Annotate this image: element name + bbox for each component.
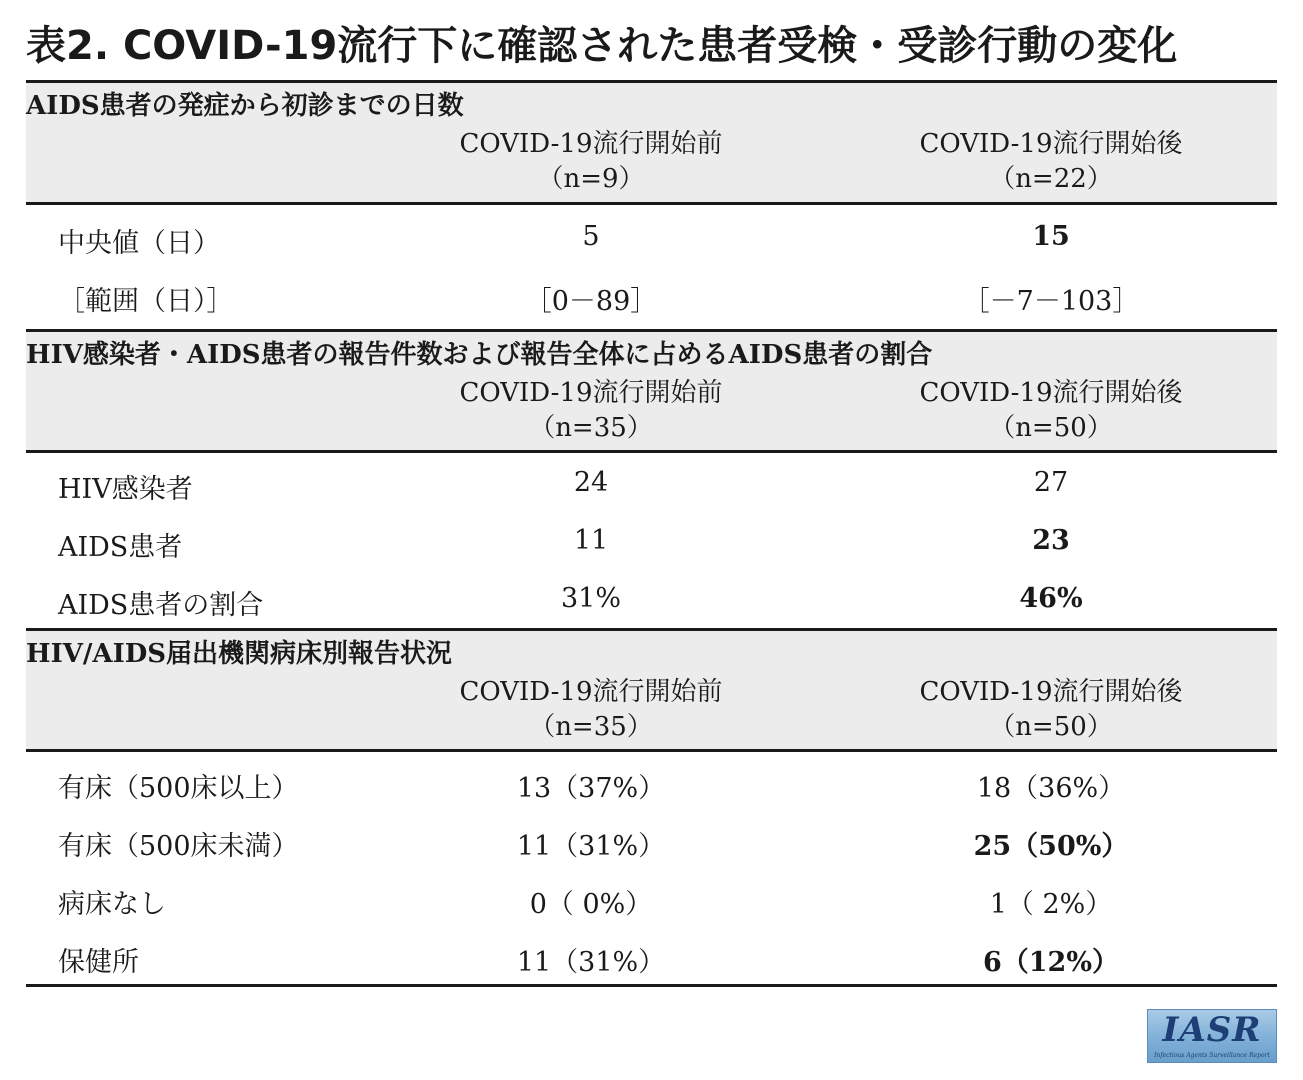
table-row: [26, 810, 1277, 868]
table-row: [26, 926, 1277, 984]
table-row: [26, 207, 1277, 265]
section-title: HIV感染者・AIDS患者の報告件数および報告全体に占めるAIDS患者の割合: [26, 340, 933, 370]
table-row: [26, 868, 1277, 926]
section-rows: [26, 453, 1277, 628]
value-after: 18（36%）: [976, 773, 1126, 804]
row-label: 中央値（日）: [58, 228, 220, 259]
row-label: AIDS患者: [58, 532, 183, 563]
data-table: [26, 80, 1277, 987]
value-after: 6（12%）: [982, 947, 1119, 978]
logo-subtitle: Infectious Agents Surveillance Report: [1154, 1052, 1270, 1059]
table-title: 表2. COVID-19流行下に確認された患者受検・受診行動の変化: [26, 23, 1178, 69]
column-header-before: COVID-19流行開始前 （n=35）: [459, 677, 723, 742]
section-rows: [26, 752, 1277, 984]
value-before: 11: [573, 525, 609, 556]
column-header-after: COVID-19流行開始後 （n=50）: [919, 378, 1183, 443]
value-after: 27: [1033, 467, 1069, 498]
section-title: HIV/AIDS届出機関病床別報告状況: [26, 639, 453, 669]
row-label: 保健所: [58, 947, 139, 978]
value-before: 5: [582, 221, 600, 252]
value-after: 46%: [1019, 583, 1083, 614]
value-before: 11（31%）: [516, 831, 666, 862]
value-before: 13（37%）: [516, 773, 666, 804]
table-row: [26, 265, 1277, 323]
value-after: 15: [1032, 221, 1070, 252]
table-row: [26, 752, 1277, 810]
value-after: 25（50%）: [973, 831, 1129, 862]
row-label: 有床（500床以上）: [58, 773, 299, 804]
row-label: 有床（500床未満）: [58, 831, 299, 862]
row-label: HIV感染者: [58, 474, 193, 505]
table-row: [26, 511, 1277, 569]
section-title: AIDS患者の発症から初診までの日数: [26, 91, 464, 121]
iasr-logo: [1147, 1009, 1277, 1063]
column-header-after: COVID-19流行開始後 （n=22）: [919, 129, 1183, 194]
section-header-onset-days: [26, 80, 1277, 205]
value-before: 24: [573, 467, 609, 498]
section-header-report-counts: [26, 329, 1277, 453]
value-before: 0（ 0%）: [529, 889, 653, 920]
value-after: ［－7－103］: [962, 286, 1140, 317]
row-label: 病床なし: [58, 889, 166, 920]
section-header-bed-status: [26, 628, 1277, 752]
row-label: ［範囲（日）］: [58, 286, 234, 317]
table-bottom-rule: [26, 984, 1277, 987]
table-row: [26, 453, 1277, 511]
row-label: AIDS患者の割合: [58, 590, 264, 621]
column-header-after: COVID-19流行開始後 （n=50）: [919, 677, 1183, 742]
value-after: 23: [1032, 525, 1070, 556]
value-before: 11（31%）: [516, 947, 666, 978]
section-rows: [26, 205, 1277, 329]
value-before: ［0－89］: [524, 286, 658, 317]
value-after: 1（ 2%）: [989, 889, 1113, 920]
logo-text: IASR: [1162, 1010, 1262, 1050]
value-before: 31%: [560, 583, 621, 614]
table-row: [26, 569, 1277, 627]
column-header-before: COVID-19流行開始前 （n=35）: [459, 378, 723, 443]
column-header-before: COVID-19流行開始前 （n=9）: [459, 129, 723, 194]
